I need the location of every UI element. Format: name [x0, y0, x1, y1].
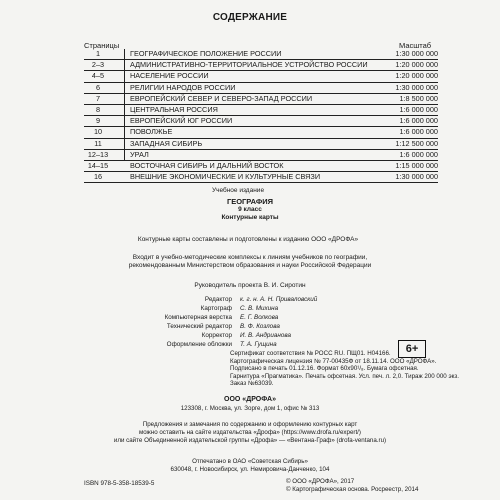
- copyright-publisher: © ООО «ДРОФА», 2017: [286, 478, 355, 485]
- certificate-line: Гарнитура «Прагматика». Печать офсетная. Усл. печ. л. 2,0. Тираж 200 000 экз.: [230, 372, 459, 380]
- toc-section-name: НАСЕЛЕНИЕ РОССИИ: [130, 71, 209, 81]
- toc-page-number: 4–5: [91, 71, 105, 81]
- credit-name: И. В. Андрианова: [240, 332, 291, 339]
- toc-row: [84, 127, 438, 138]
- toc-row: [84, 172, 438, 183]
- series-note-line1: Входит в учебно-методические комплексы к линиям учебников по географии,: [132, 254, 368, 261]
- credit-name: С. В. Михина: [240, 305, 279, 312]
- toc-page-number: 11: [94, 138, 102, 148]
- table-of-contents: [84, 49, 438, 183]
- toc-page-number: 9: [95, 116, 101, 126]
- toc-section-name: ЗАПАДНАЯ СИБИРЬ: [130, 138, 203, 148]
- toc-scale: 1:6 000 000: [399, 104, 438, 114]
- compiled-note: Контурные карты составлены и подготовлены к изданию ООО «ДРОФА»: [137, 236, 359, 243]
- feedback-line2: можно оставить на сайте издательства «Дрофа» (https://www.drofa.ru/expert/): [139, 429, 361, 436]
- toc-page-number: 16: [93, 172, 103, 182]
- toc-section-name: УРАЛ: [130, 149, 149, 159]
- toc-scale: 1:15 000 000: [395, 160, 438, 170]
- toc-row: [84, 49, 438, 60]
- toc-page-number: 2–3: [91, 60, 105, 70]
- toc-scale: 1:6 000 000: [399, 127, 438, 137]
- credit-role: Редактор: [204, 296, 232, 303]
- subject-title: ГЕОГРАФИЯ: [226, 197, 274, 206]
- isbn: ISBN 978-5-358-18539-5: [84, 480, 155, 487]
- toc-row: [84, 139, 438, 150]
- toc-scale: 1:6 000 000: [399, 116, 438, 126]
- credit-role: Оформление обложки: [166, 341, 232, 348]
- toc-row: [84, 116, 438, 127]
- publisher-address: 123308, г. Москва, ул. Зорге, дом 1, офис № 313: [180, 405, 320, 412]
- credit-role: Картограф: [200, 305, 232, 312]
- credit-name: к. г. н. А. Н. Приваловский: [240, 296, 318, 303]
- toc-page-number: 8: [95, 104, 101, 114]
- publisher-name: ООО «ДРОФА»: [224, 396, 276, 403]
- credit-line: [0, 314, 500, 323]
- toc-section-name: ВОСТОЧНАЯ СИБИРЬ И ДАЛЬНИЙ ВОСТОК: [130, 160, 284, 170]
- feedback-line3: или сайте Объединенной издательской группы «Дрофа» — «Вентана-Граф» (drofa-ventana.ru): [113, 437, 387, 444]
- credit-line: [0, 305, 500, 314]
- toc-row: [84, 71, 438, 82]
- project-lead: Руководитель проекта В. И. Сиротин: [194, 282, 306, 289]
- toc-row: [84, 60, 438, 71]
- toc-row: [84, 105, 438, 116]
- credit-line: [0, 323, 500, 332]
- toc-scale: 1:8 500 000: [399, 93, 438, 103]
- toc-page-number: 12–13: [87, 149, 109, 159]
- toc-scale: 1:30 000 000: [395, 172, 438, 182]
- page-title: СОДЕРЖАНИЕ: [212, 12, 288, 23]
- toc-section-name: АДМИНИСТРАТИВНО-ТЕРРИТОРИАЛЬНОЕ УСТРОЙСТВО РОССИИ: [130, 60, 368, 70]
- toc-section-name: ЦЕНТРАЛЬНАЯ РОССИЯ: [130, 104, 218, 114]
- toc-scale: 1:12 500 000: [395, 138, 438, 148]
- toc-section-name: РЕЛИГИИ НАРОДОВ РОССИИ: [130, 82, 236, 92]
- toc-section-name: ЕВРОПЕЙСКИЙ СЕВЕР И СЕВЕРО-ЗАПАД РОССИИ: [130, 93, 313, 103]
- toc-section-name: ПОВОЛЖЬЕ: [130, 127, 173, 137]
- credit-role: Компьютерная верстка: [164, 314, 232, 321]
- grade-label: 9 класс: [238, 206, 262, 213]
- toc-page-number: 1: [95, 49, 101, 58]
- toc-row: [84, 150, 438, 161]
- toc-page-number: 7: [95, 93, 101, 103]
- toc-row: [84, 161, 438, 172]
- toc-page-number: 6: [95, 82, 101, 92]
- toc-scale: 1:20 000 000: [395, 60, 438, 70]
- book-type: Контурные карты: [221, 214, 279, 221]
- toc-section-name: ВНЕШНИЕ ЭКОНОМИЧЕСКИЕ И КУЛЬТУРНЫЕ СВЯЗИ: [130, 172, 321, 182]
- credit-role: Технический редактор: [166, 323, 232, 330]
- copyright-cartographic: © Картографическая основа. Росреестр, 2014: [286, 486, 419, 493]
- toc-scale: 1:30 000 000: [395, 82, 438, 92]
- credit-name: Е. Г. Волкова: [240, 314, 279, 321]
- scale-column-header: Масштаб: [399, 41, 432, 50]
- certificate-line: Картографическая лицензия № 77-00435Ф от 18.11.14. ООО «ДРОФА».: [230, 357, 437, 365]
- credit-role: Корректор: [201, 332, 232, 339]
- toc-page-number: 10: [93, 127, 103, 137]
- credit-name: Т. А. Гущина: [240, 341, 277, 348]
- toc-row: [84, 94, 438, 105]
- series-note-line2: рекомендованным Министерством образования и науки Российской Федерации: [128, 262, 372, 269]
- printer-line2: 630048, г. Новосибирск, ул. Немировича-Данченко, 104: [170, 466, 330, 473]
- toc-scale: 1:20 000 000: [395, 71, 438, 81]
- credit-name: В. Ф. Козлова: [240, 323, 280, 330]
- credit-line: [0, 296, 500, 305]
- toc-row: [84, 83, 438, 94]
- toc-scale: 1:30 000 000: [395, 49, 438, 58]
- pages-column-header: Страницы: [84, 41, 120, 50]
- certificate-line: Заказ №63039.: [230, 380, 274, 388]
- age-rating-badge: 6+: [398, 340, 426, 358]
- edition-type: Учебное издание: [211, 187, 265, 194]
- certificate-line: Сертификат соответствия № РОСС RU. ПЩ01. Н04166.: [230, 350, 391, 357]
- certificate-line: Подписано в печать 01.12.16. Формат 60х90¹/₈. Бумага офсетная.: [230, 365, 419, 373]
- feedback-line1: Предложения и замечания по содержанию и оформлению контурных карт: [142, 421, 358, 428]
- toc-divider: [124, 49, 125, 160]
- toc-section-name: ЕВРОПЕЙСКИЙ ЮГ РОССИИ: [130, 116, 233, 126]
- printer-line1: Отпечатано в ОАО «Советская Сибирь»: [192, 458, 308, 465]
- toc-page-number: 14–15: [87, 160, 109, 170]
- toc-scale: 1:6 000 000: [399, 149, 438, 159]
- toc-section-name: ГЕОГРАФИЧЕСКОЕ ПОЛОЖЕНИЕ РОССИИ: [130, 49, 282, 58]
